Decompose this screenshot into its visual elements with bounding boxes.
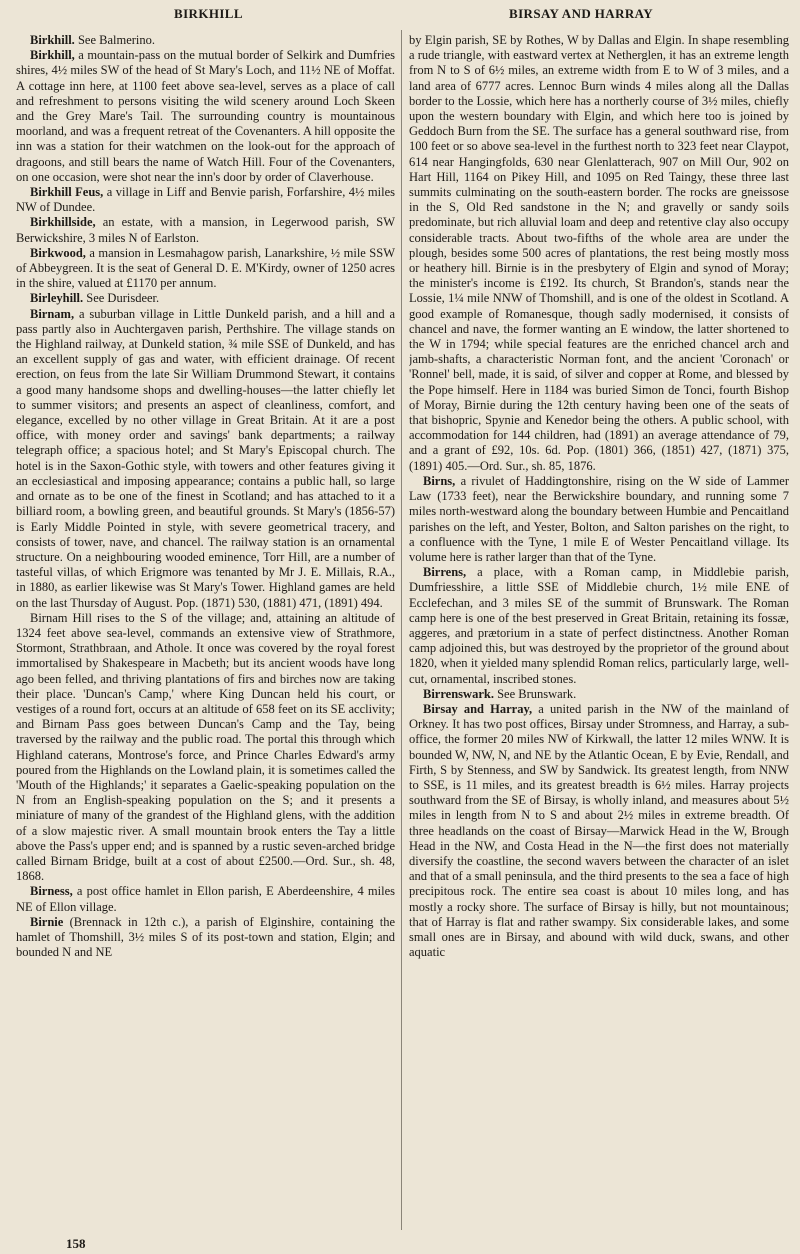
entry-text: a suburban village in Little Dunkeld parish, and a hill and a pass partly also in Auchtergaven parish, Perthshire. The village stands on the Highland railway, at Dunkeld station, ¾ mile SSE of Dunkeld, and has an excellent supply of gas and water, with efficient drainage. Of recent erection, on feus from the late Sir William Drummond Stewart, it contains a good many handsome shops and dwelling-houses—the latter chiefly let to summer visitors; and presents an aspect of cleanliness, comfort, and elegance, excelled by no other village in Great Britain. At it are a post office, with money order and savings' bank departments; a railway telegraph office; a spacious hotel; and St Mary's Episcopal church. The hotel is in the Saxon-Gothic style, with towers and other features giving it an ecclesiastical and imposing appearance; contains a public hall, so large and ornate as to be one of the finest in Scotland; and has attached to it a billiard room, a bowling green, and beautiful grounds. St Mary's (1856-57) is Early Middle Pointed in style, with severe geometrical tracery, and consists of tower, nave, and chancel. The railway station is an ornamental structure. On a neighbouring wooded eminence, Torr Hill, are a number of tasteful villas, of which Erigmore was tenanted by Mr J. E. Millais, R.A., in 1880, as earlier likewise was St Mary's Tower. Highland games are held on the last Thursday of August. Pop. (1871) 530, (1881) 471, (1891) 494. [16,306,395,610]
entry-birnam [16,307,395,611]
entry-text: a village in Liff and Benvie parish, Forfarshire, 4½ miles NW of Dundee. [16,185,395,215]
entry-birsay-and-harray [409,702,789,960]
entry-birnam-hill [16,611,395,885]
running-head-left: BIRKHILL [174,6,243,21]
headword: Birness, [30,884,73,899]
entry-birness [16,884,395,914]
page-number: 158 [66,1236,86,1251]
entry-birnie [16,915,395,961]
headword: Birkhill, [30,48,75,63]
left-column [16,33,395,1228]
headword: Birnam, [30,306,75,321]
headword: Birrenswark. [423,686,494,701]
headword: Birkhill Feus, [30,185,104,200]
running-head [0,6,800,26]
headword: Birnie [30,914,64,929]
headword: Birns, [423,473,456,488]
entry-birleyhill [16,291,395,306]
headword: Birkwood, [30,245,86,260]
headword: Birkhill. [30,33,75,47]
entry-birrens [409,565,789,687]
entry-birkhill-see [16,33,395,48]
entry-text: Birnam Hill rises to the S of the village; and, attaining an altitude of 1324 feet above sea-level, commands an extensive view of Strathmore, Stormont, Strathbraan, and Athole. It once was covered by the royal forest immortalised by Shakespeare in Macbeth; but its ancient woods have long ago been felled, and thriving plantations of firs and birches now are taking their place. 'Duncan's Camp,' where King Duncan held his court, or vestiges of a round fort, occurs at an altitude of 658 feet on its SE acclivity; and Birnam Pass goes between Duncan's Camp and the Tay, being traversed by the railway and the public road. The portal this through which Highland caterans, Montrose's force, and Prince Charles Edward's army poured from the Highlands on the Lowland plain, it is sometimes called the 'Mouth of the Highlands;' it separates a Gaelic-speaking population on the N from an English-speaking population on the S; and it presents a miniature of many of the grandest of the Highland glens, with the addition of a slow majestic river. A small mountain brook enters the Tay a little above the Pass's upper end; and is spanned by a rustic seven-arched bridge called Birnam Bridge, built at a cost of about £2500.—Ord. Sur., sh. 48, 1868. [16,610,395,884]
entry-text: a rivulet of Haddingtonshire, rising on the W side of Lammer Law (1733 feet), near the Berwickshire boundary, and running some 7 miles north-westward along the boundary between Humbie and Pencaitland parishes on the left, and Yester, Bolton, and Salton parishes on the right, to a confluence with the Tyne, 1 mile E of Wester Pencaitland village. Its volume here is rather larger than that of the Tyne. [409,473,789,564]
headword: Birrens, [423,565,467,580]
entry-text: a post office hamlet in Ellon parish, E Aberdeenshire, 4 miles NE of Ellon village. [16,884,395,914]
headword: Birkhillside, [30,215,96,230]
entry-birkwood [16,246,395,292]
headword: Birsay and Harray, [423,701,533,716]
entry-text: by Elgin parish, SE by Rothes, W by Dallas and Elgin. In shape resembling a rude triangle, with eastward vertex at Netherglen, it has an extreme length from N to S of 6½ miles, an extreme width from E to W of 3 miles, and a land area of 6777 acres. Lennoc Burn winds 4 miles along all the Dallas border to the Lossie, which here has a northerly course of 3½ miles, chiefly upon the western boundary with Elgin, and which here too is joined by Geddoch Burn from the SE. The surface has a general southward rise, from 100 feet or so above sea-level in the furthest north to 323 feet near Claypot, 614 near Hangingfolds, 630 near Glenlatterach, 907 on Mill Our, 902 on Hart Hill, 1164 on Pikey Hill, and 1095 on Red Taingy, these three last summits culminating on the south-eastern border. The rocks are gneissose in the S, Old Red sandstone in the N; and gravelly or sandy soils predominate, but rich alluvial loam and deep and retentive clay also occupy considerable tracts. About two-fifths of the whole area are under the plough, besides some 500 acres of plantations, the rest being mostly moss or heathery hill. Birnie is in the presbytery of Elgin and synod of Moray; the minister's income is £192. Its church, St Brandon's, stands near the Lossie, 1¼ mile NNW of Thomshill, and is one of the oldest in Scotland. A good example of Romanesque, though sadly modernised, it consists of chancel and nave, the former wanting an E window, the latter shortened to the W in 1794; while special features are the enriched chancel arch and jamb-shafts, a characteristic Norman font, and the ancient 'Coronach' or 'Ronnel' bell, made, it is said, of silver and copper at Rome, and blessed by the Pope himself. Here in 1184 was buried Simon de Tonci, fourth Bishop of Moray, Birnie during the 12th century having been one of the seats of that bishopric, Spynie and Kenedor being the others. A public school, with accommodation for 144 children, had (1891) an average attendance of 79, and a grant of £92, 10s. 6d. Pop. (1801) 366, (1851) 427, (1871) 375, (1891) 405.—Ord. Sur., sh. 85, 1876. [409,33,789,473]
entry-text: an estate, with a mansion, in Legerwood parish, SW Berwickshire, 3 miles N of Earlston. [16,215,395,245]
entry-birkhill-feus [16,185,395,215]
entry-text: a place, with a Roman camp, in Middlebie parish, Dumfriesshire, a little SSE of Middlebie church, 1½ mile ENE of Ecclefechan, and 3 miles SE of the summit of Brunswark. The Roman camp here is one of the best preserved in Great Britain, retaining its fossæ, aggeres, and prætorium in a state of perfect distinctness. Another Roman camp adjoined this, but was destroyed by the proprietor of the ground about 1820, when it yielded many splendid Roman relics, particularly large, well-cut, ornamental, inscribed stones. [409,565,789,686]
entry-birrenswark [409,687,789,702]
entry-text: (Brennack in 12th c.), a parish of Elginshire, containing the hamlet of Thomshill, 3½ miles S of its post-town and station, Elgin; and bounded N and NE [16,914,395,960]
right-column [409,33,789,1228]
entry-birkhill [16,48,395,185]
running-head-right: BIRSAY AND HARRAY [509,6,654,21]
entry-birnie-continued [409,33,789,474]
entry-text: a united parish in the NW of the mainland of Orkney. It has two post offices, Birsay under Stromness, and Harray, a sub-office, the former 20 miles NW of Kirkwall, the latter 12 miles WNW. It is bounded W, NW, N, and NE by the Atlantic Ocean, E by Evie, Rendall, and Firth, S by Stenness, and SW by Sandwick. Its greatest length, from NNW to SSE, is 11 miles, and its greatest breadth is 6½ miles. Harray projects southward from the SE of Birsay, is wholly inland, and measures about 5½ miles in length from N to S and about 2½ miles in extreme breadth. Of three headlands on the coast of Birsay—Marwick Head in the W, Brough Head in the NW, and Costa Head in the N—the first does not materially diversify the coastline, the second wavers between the character of an islet and that of a small peninsula, and the third presents to the sea a face of high precipitous rock. The entire sea coast is about 10 miles long, and has mostly a rocky shore. The surface of Birsay is hilly, but not mountainous; that of Harray is flat and rather swampy. Six considerable lakes, and some small ones are in Birsay, and abound with wild duck, swans, and other aquatic [409,701,789,960]
entry-text: See Balmerino. [74,33,156,47]
entry-text: See Durisdeer. [83,291,160,306]
entry-text: a mansion in Lesmahagow parish, Lanarkshire, ½ mile SSW of Abbeygreen. It is the seat of General D. E. M'Kirdy, owner of 1250 acres in the shire, valued at £1170 per annum. [16,245,395,291]
entry-birkhillside [16,215,395,245]
entry-birns [409,474,789,565]
headword: Birleyhill. [30,291,84,306]
column-divider [401,30,402,1230]
entry-text: See Brunswark. [493,686,577,701]
entry-text: a mountain-pass on the mutual border of Selkirk and Dumfries shires, 4½ miles SW of the head of St Mary's Loch, and 11½ NE of Moffat. A cottage inn here, at 1100 feet above sea-level, serves as a place of call and refreshment to persons visiting the wild scenery around Loch Skeen and the Grey Mare's Tail. The surrounding country is mountainous moorland, and was a frequent retreat of the Covenanters. A hill opposite the inn was a station for their watchmen on the look-out for the approach of dragoons, and still bears the name of Watch Hill. Four of the Covenanters, on one occasion, were shot near the inn's door by order of Claverhouse. [16,48,395,184]
